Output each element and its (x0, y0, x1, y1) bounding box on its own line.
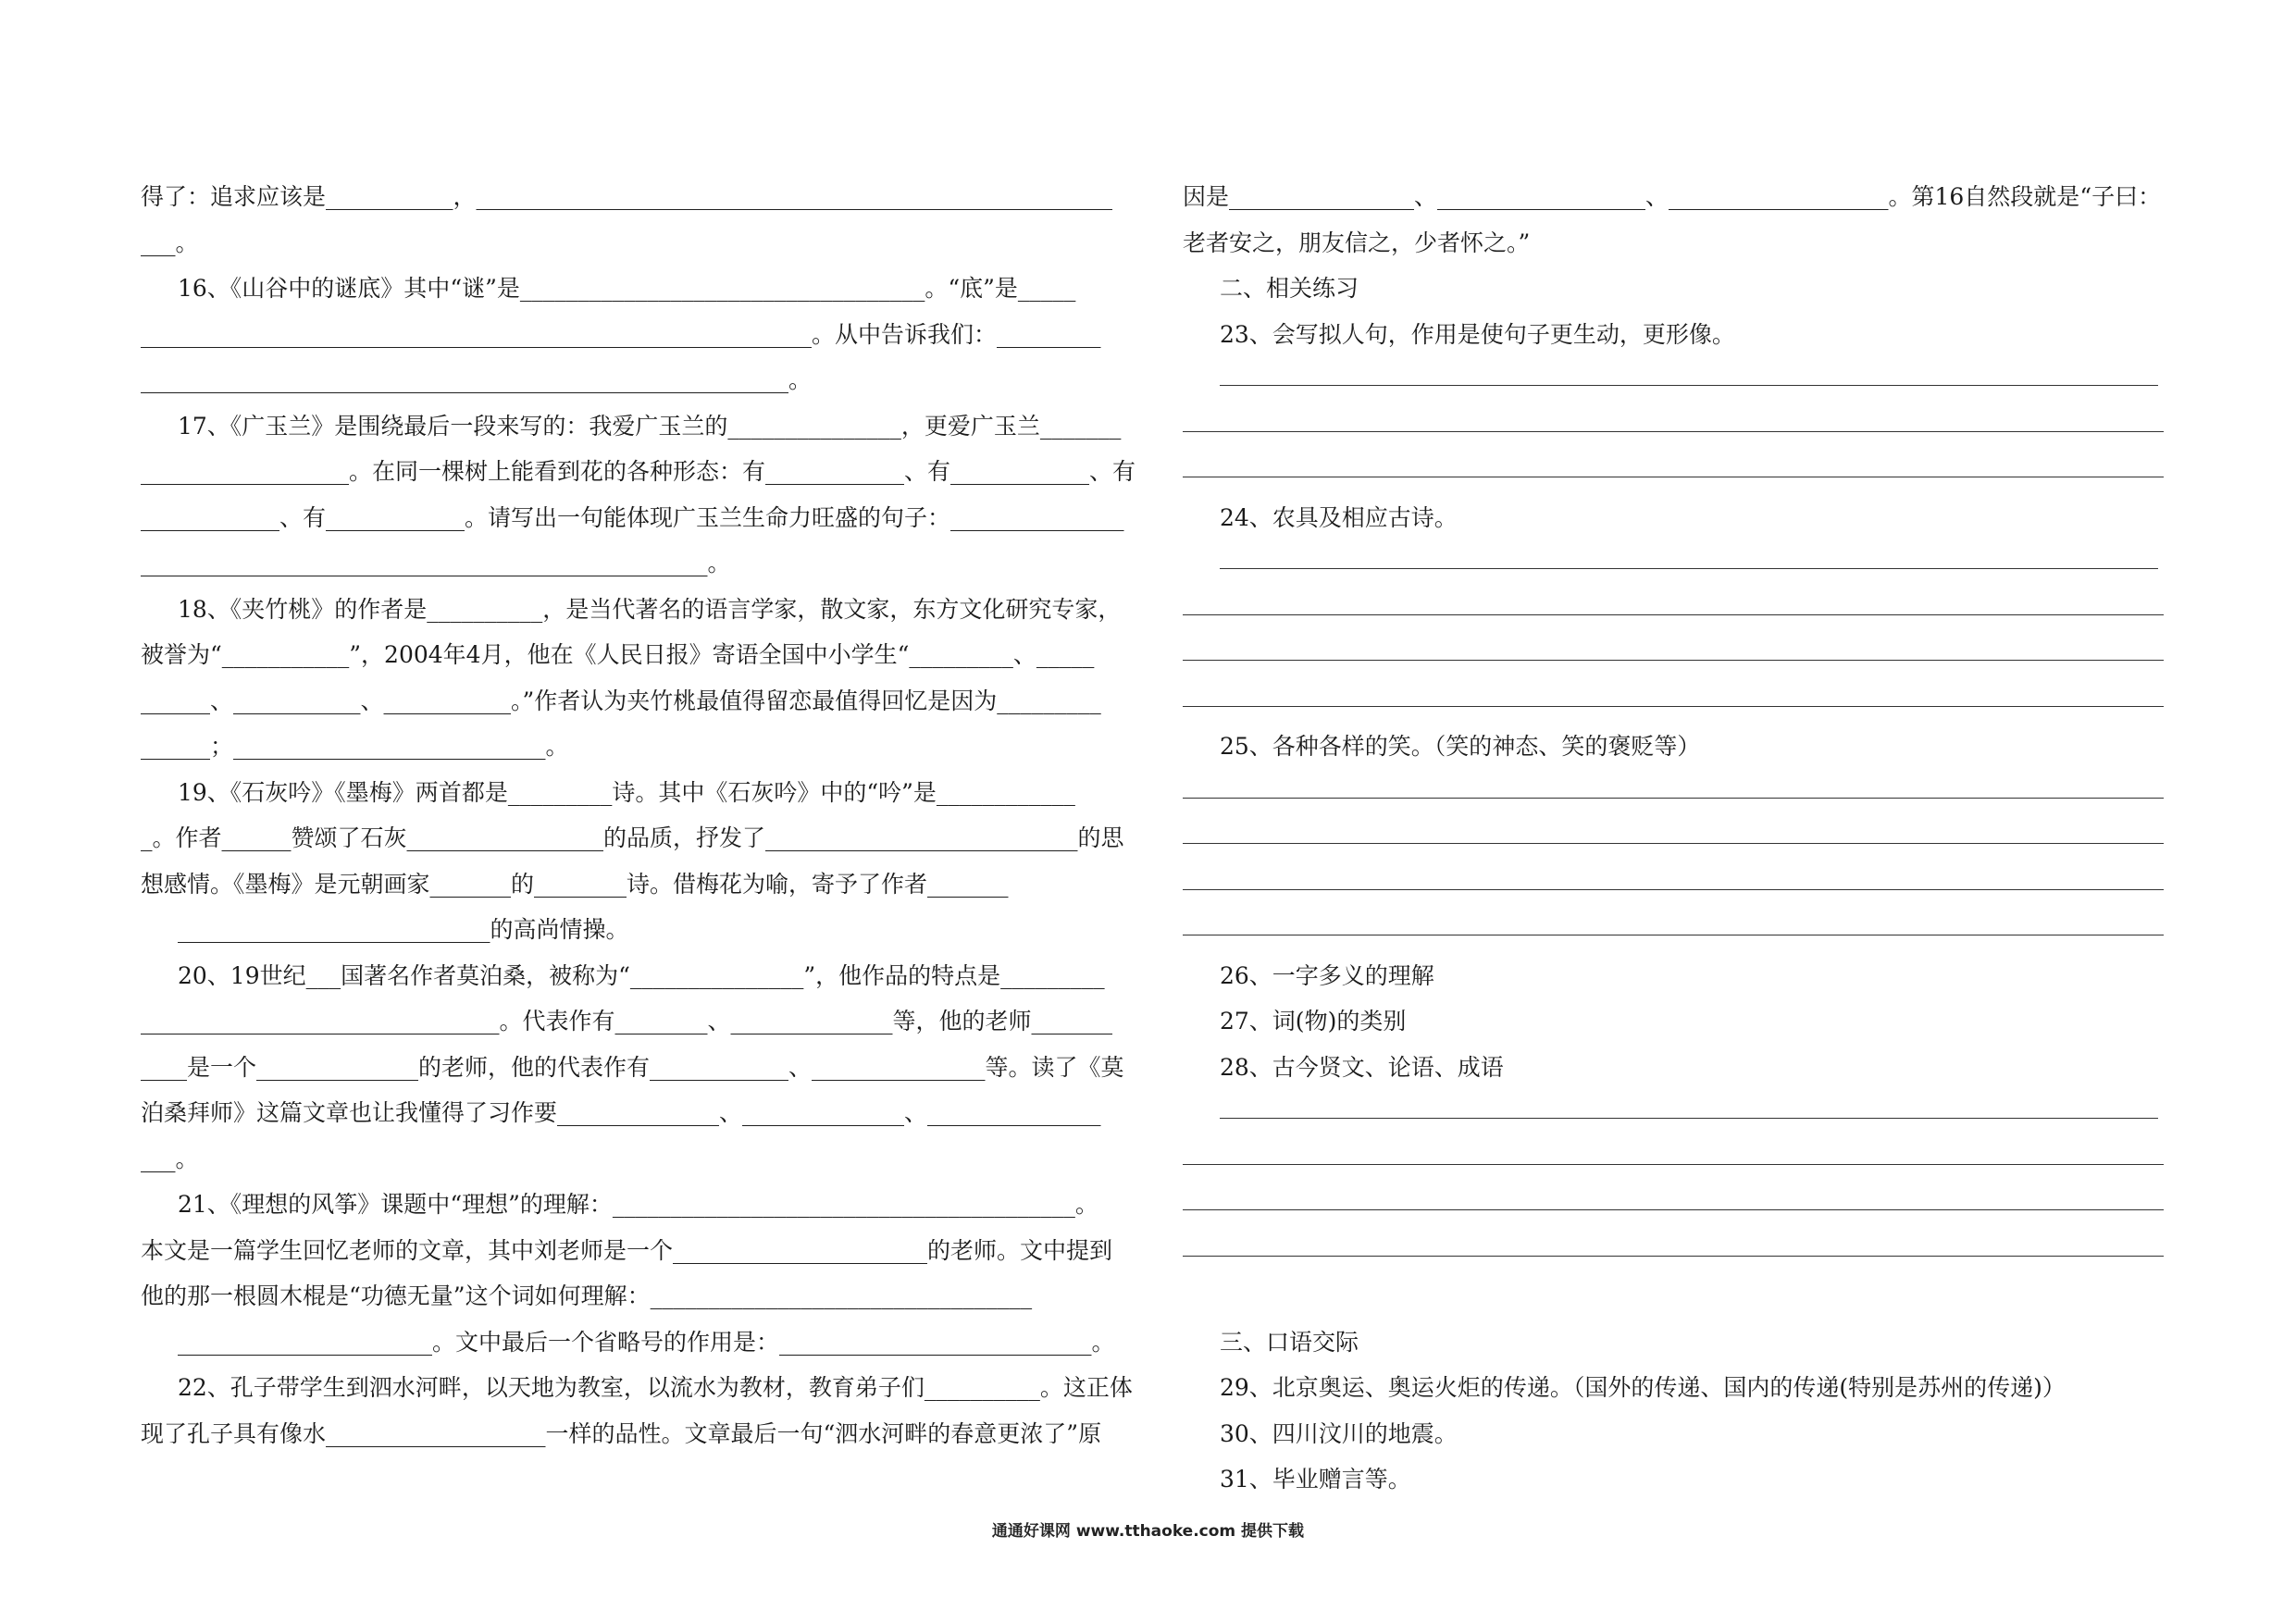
question-20: 20、19世纪___国著名作者莫泊桑，被称为“_______________”，他作品的特点是_________ (178, 961, 1105, 989)
text-line: ______、___________、___________。”作者认为夹竹桃最值得留恋最值得回忆是因为_________ (141, 687, 1101, 714)
text-line: __________________。在同一棵树上能看到花的各种形态：有____________、有____________、有 (141, 458, 1136, 485)
text-line: ______；___________________________。 (141, 733, 569, 760)
right-column (1183, 174, 2164, 1503)
answer-line (1183, 770, 2164, 816)
question-28: 28、古今贤文、论语、成语 (1220, 1053, 1504, 1081)
text-line: __________________________________________________________。从中告诉我们：_________ (141, 320, 1101, 348)
text-line: 因是________________、__________________、___________________。第16自然段就是“子曰： (1183, 183, 2162, 210)
question-31: 31、毕业赠言等。 (1220, 1466, 1411, 1493)
answer-line (1183, 587, 2164, 633)
text-line: _________________________________________________。 (141, 550, 731, 576)
question-22: 22、孔子带学生到泗水河畔，以天地为教室，以流水为教材，教育弟子们__________。这正体 (178, 1374, 1133, 1401)
text-line: ___。 (141, 1145, 199, 1172)
text-line: 他的那一根圆木棍是“功德无量”这个词如何理解：_________________________________ (141, 1282, 1033, 1309)
question-21: 21、《理想的风筝》课题中“理想”的理解：________________________________________。 (178, 1191, 1098, 1218)
text-line: ________________________________________________________。 (141, 366, 813, 393)
text-line: _。作者______赞颂了石灰_________________的品质，抒发了___________________________的思 (141, 824, 1124, 851)
text-line: 被誉为“___________”，2004年4月，他在《人民日报》寄语全国中小学生“_________、_____ (141, 641, 1095, 668)
answer-line (1183, 540, 2164, 587)
answer-line (1183, 1228, 2164, 1274)
answer-line (1183, 1182, 2164, 1228)
answer-line (1183, 632, 2164, 678)
answer-line (1183, 815, 2164, 861)
answer-line (1183, 403, 2164, 450)
question-16: 16、《山谷中的谜底》其中“谜”是___________________________________。“底”是_____ (178, 275, 1076, 302)
left-column (141, 174, 1136, 1456)
question-17: 17、《广玉兰》是围绕最后一段来写的：我爱广玉兰的_______________，更爱广玉兰_______ (178, 412, 1122, 440)
question-24: 24、农具及相应古诗。 (1220, 503, 1458, 531)
text-line: ____________、有____________。请写出一句能体现广玉兰生命力旺盛的句子：_______________ (141, 503, 1124, 531)
text-line: ____是一个______________的老师，他的代表作有____________、_______________等。读了《莫 (141, 1053, 1124, 1081)
text-line: 得了：追求应该是___________，_______________________________________________________ (141, 183, 1113, 210)
text-line: 本文是一篇学生回忆老师的文章，其中刘老师是一个______________________的老师。文中提到 (141, 1236, 1113, 1264)
question-26: 26、一字多义的理解 (1220, 961, 1434, 989)
text-line: 老者安之，朋友信之，少者怀之。” (1183, 229, 1531, 256)
section-heading-practice: 二、相关练习 (1220, 275, 1359, 302)
text-line: 想感情。《墨梅》是元朝画家_______的________诗。借梅花为喻，寄予了作者_______ (141, 870, 1009, 898)
answer-line (1183, 907, 2164, 953)
question-25: 25、各种各样的笑。（笑的神态、笑的褒贬等） (1220, 733, 1701, 760)
answer-line (1183, 449, 2164, 495)
footer-credit: 通通好课网 www.tthaoke.com 提供下载 (991, 1522, 1305, 1541)
answer-line (1183, 1136, 2164, 1183)
text-line: ______________________。文中最后一个省略号的作用是：___________________________。 (178, 1328, 1115, 1356)
question-23: 23、会写拟人句，作用是使句子更生动，更形像。 (1220, 320, 1735, 348)
spacer (1183, 1273, 2164, 1319)
section-heading-oral: 三、口语交际 (1220, 1328, 1359, 1356)
answer-line (1183, 678, 2164, 725)
text-line: _______________________________。代表作有________、______________等，他的老师_______ (141, 1008, 1113, 1035)
question-27: 27、词(物)的类别 (1220, 1008, 1407, 1035)
text-line: ___。 (141, 229, 199, 256)
text-line: 现了孔子具有像水___________________一样的品性。文章最后一句“泗水河畔的春意更浓了”原 (141, 1419, 1102, 1447)
answer-line (1183, 1090, 2164, 1136)
question-29: 29、北京奥运、奥运火炬的传递。（国外的传递、国内的传递(特别是苏州的传递)） (1220, 1374, 2066, 1401)
text-line: ___________________________的高尚情操。 (178, 916, 629, 943)
text-line: 泊桑拜师》这篇文章也让我懂得了习作要______________、______________、_______________ (141, 1099, 1101, 1126)
question-19: 19、《石灰吟》《墨梅》两首都是_________诗。其中《石灰吟》中的“吟”是____________ (178, 778, 1075, 806)
question-18: 18、《夹竹桃》的作者是__________，是当代著名的语言学家，散文家，东方文化研究专家， (178, 595, 1122, 623)
answer-line (1183, 861, 2164, 908)
answer-line (1183, 357, 2164, 403)
question-30: 30、四川汶川的地震。 (1220, 1419, 1458, 1447)
